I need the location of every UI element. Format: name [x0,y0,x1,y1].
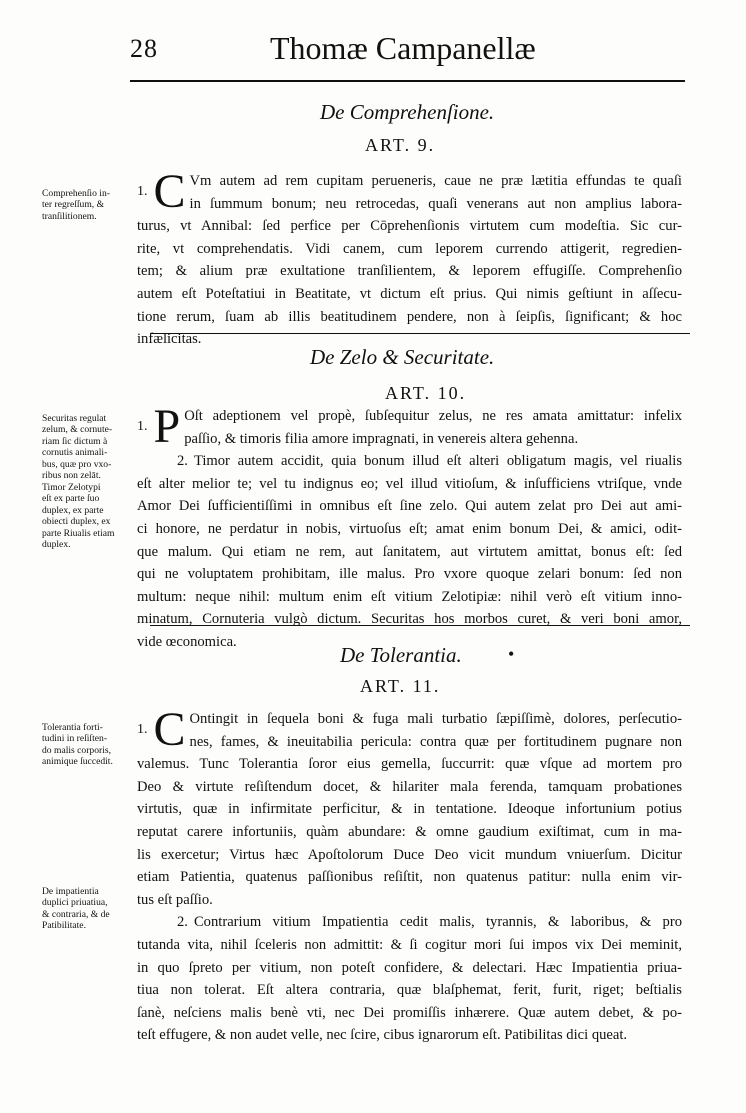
article-number-9: ART. 9. [365,135,436,155]
section-title-tolerantia: De Tolerantia. [340,643,462,667]
running-title: Thomæ Campanellæ [270,30,536,66]
section-title-comprehensione: De Comprehenſione. [320,100,495,124]
section-rule [150,333,690,334]
article-number-10: ART. 10. [385,383,467,403]
drop-cap: 1. C [137,165,186,218]
margin-note: De impatientia duplici priuatiua, & contraria, & de Patibilitate. [42,886,110,932]
article-number-11: ART. 11. [360,676,441,696]
drop-cap: 1. P [137,400,181,453]
paragraph: 1. P Oſt adeptionem vel propè, ſubſequitur zelus, ne res amata amittatur: infelix paſſio, & timoris filia amore impragnati, in venereis altera gehenna. 2. Timor autem accidit, quia bonum illud eſt alteri obligatum magis, vel riualis eſt alter melior te; vel tu indignus eo; vel illud vitioſum, & inſufficiens vtriſque, vnde Amor Dei ſufficientiſſimi in omnibus eſt ſine zelo. Qui autem zelat pro Dei aut ami- ci honore, ne perdatur in nobis, virtuoſus eſt; amat enim bonum Dei, & amici, odit- que malum. Qui etiam ne rem, aut ſanitatem, aut virtutem amittat, bonus eſt: ſed qui ne voluptatem prohibitam, ille malus. Pro vxore quoque zelari bonum: ſed non multum: neque nihil: multum enim eſt vitium Zelotipiæ: nihil verò eſt vitium inno- minatum, Cornuteria vulgò dictum. Securitas hos morbos curet, & veri boni amor, vide œconomica. [137,400,682,650]
ornament-dot: • [508,644,515,664]
header-rule [130,80,685,82]
paragraph: 1. C Ontingit in ſequela boni & fuga mali turbatio ſæpiſſimè, dolores, perſecutio- nes, fames, & ineuitabilia pericula: contra quæ per fortitudinem pugnare non valemus. Tunc Tolerantia ſoror eius gemella, ſuccurrit: quæ vſque ad mortem pro Deo & virtute reſiſtendum docet, & hilariter mala ferenda, tamquam probationes virtutis, quæ in infirmitate perficitur, & in tentatione. Ideoque infortunium potius reputat carere infortuniis, quàm abundare: & omne gaudium exiſtimat, cum in ma- lis exercetur; Virtus hæc Apoſtolorum Duce Deo vicit mundum vniuerſum. Dicitur etiam Patientia, quatenus paſſionibus reſiſtit, non quatenus patitur: nulla enim vir- tus eſt paſſio. 2. Contrarium vitium Impatientia cedit malis, tyrannis, & laboribus, & pro tutanda vita, nihil ſceleris non admittit: & ſi cogitur mori ſui impos vix Dei meminit, in quo ſpreto per vitium, non poteſt confidere, & delectari. Hæc Impatientia priua- tiua non tolerat. Eſt altera contraria, quæ blaſphemat, ferit, furit, riget; beſtialis ſanè, neſciens malis benè vti, nec Dei promiſſis inhærere. Quæ autem debet, & po- teſt effugere, & non audet velle, nec ſcire, cibus ignarorum eſt. Patibilitas dici queat. [137,703,682,1044]
margin-note: Tolerantia forti- tudini in reſiſten- do malis corporis, animique ſuccedit. [42,722,113,768]
paragraph: 1. C Vm autem ad rem cupitam perueneris, caue ne præ lætitia effundas te quaſi in ſummum bonum; neu retrocedas, quaſi venerans aut non amplius labora- turus, vt Annibal: ſed perfice per Cōprehenſionis virtutem cum modeſtia. Sic cur- rite, vt comprehendatis. Vidi canem, cum leporem currendo attigerit, regredien- tem; & alium præ exultatione tranſilientem, & leporem effugiſſe. Comprehenſio autem eſt Poteſtatiui in Beatitate, vt dictum eſt prius. Qui nimis geſtiunt in aſſecu- tione rerum, ſuam ab illis beatitudinem pendere, non à ſeipſis, ſignificant; & hoc infælicitas. [137,165,682,348]
running-head [130,30,610,70]
drop-cap: 1. C [137,703,186,756]
page-number: 28 [130,34,158,63]
margin-note: Securitas regulat zelum, & cornute- riam ſic dictum à cornutis animali- bus, quæ pro vxo- ribus non zelāt. [42,413,113,482]
margin-note: Timor Zelotypi eſt ex parte ſuo duplex, ex parte obiecti duplex, ex parte Riualis etiam duplex. [42,482,115,551]
section-title-zelo: De Zelo & Securitate. [310,345,495,369]
margin-note: Comprehenſio in- ter regreſſum, & tranſilitionem. [42,188,110,222]
section-rule [150,625,690,626]
